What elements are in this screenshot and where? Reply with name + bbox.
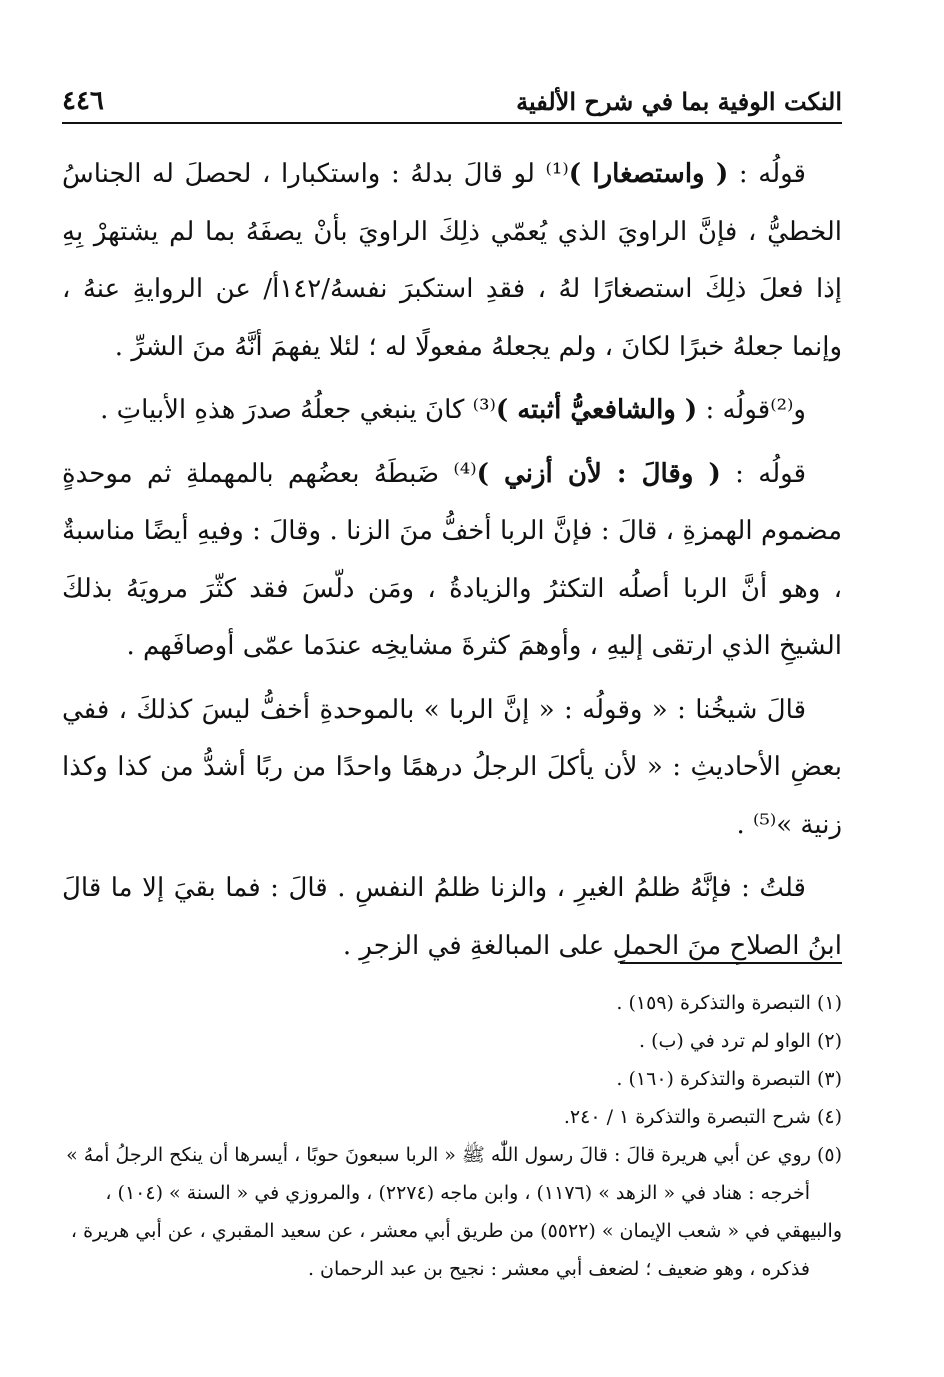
paragraph-5 bbox=[62, 860, 842, 975]
p4-footnote-ref[interactable]: ⁽⁵⁾ bbox=[753, 809, 777, 840]
footnote-5-line-3: والبيهقي في « شعب الإيمان » (٥٥٢٢) من طريق أبي معشر ، عن سعيد المقبري ، عن أبي هريرة ، bbox=[70, 1220, 842, 1242]
main-text bbox=[62, 146, 842, 981]
p1-lead: قولُه : bbox=[728, 159, 806, 189]
footnote-divider bbox=[620, 962, 842, 964]
p5-text: قلتُ : فإنَّهُ ظلمُ الغيرِ ، والزنا ظلمُ النفسِ . قالَ : فما بقيَ إلا ما قالَ ابنُ الصلاحِ منَ الحملِ على المبالغةِ في الزجرِ . bbox=[62, 873, 842, 961]
p2-footnote-ref[interactable]: ⁽³⁾ bbox=[472, 395, 496, 425]
p4-text: قالَ شيخُنا : « وقولُه : « إنَّ الربا » بالموحدةِ أخفُّ ليسَ كذلكَ ، ففي بعضِ الأحاديثِ : « لأن يأكلَ الرجلُ درهمًا واحدًا من ربًا أشدُّ من كذا وكذا زنية » bbox=[62, 694, 842, 840]
paragraph-4 bbox=[62, 682, 842, 855]
p3-text: ضَبطَهُ بعضُهم بالمهملةِ ثم موحدةٍ مضموم الهمزةِ ، قالَ : فإنَّ الربا أخفُّ منَ الزنا . وقالَ : وفيهِ أيضًا مناسبةٌ ، وهو أنَّ الربا أصلُه التكثرُ والزيادةُ ، ومَن دلّسَ فقد كثّرَ مرويَهُ بذلكَ الشيخِ الذي ارتقى إليهِ ، وأوهمَ كثرةَ مشايخِه عندَما عمّى أوصافَهم . bbox=[62, 458, 842, 661]
p2-text: كانَ ينبغي جعلُهُ صدرَ هذهِ الأبياتِ . bbox=[100, 395, 473, 425]
p3-footnote-ref[interactable]: ⁽⁴⁾ bbox=[453, 458, 477, 489]
p1-text: لو قالَ بدلهُ : واستكبارا ، لحصلَ له الجناسُ الخطيُّ ، فإنَّ الراويَ الذي يُعمّي ذلِكَ الراويَ بأنْ يصفَهُ بما لم يشتهرْ بِهِ إذا فعلَ ذلِكَ استصغارًا لهُ ، فقدِ استكبرَ نفسهُ/١٤٢أ/ عن الروايةِ عنهُ ، وإنما جعلهُ خبرًا لكانَ ، ولم يجعلهُ مفعولًا له ؛ لئلا يفهمَ أنَّهُ منَ الشرِّ . bbox=[62, 159, 842, 362]
p1-footnote-ref[interactable]: ⁽¹⁾ bbox=[545, 159, 569, 189]
footnotes bbox=[62, 984, 842, 1288]
p3-quote: ( وقالَ : لأن أزني ) bbox=[476, 458, 721, 489]
p1-quote: ( واستصغارا ) bbox=[568, 159, 729, 189]
p3-lead: قولُه : bbox=[720, 458, 806, 489]
paragraph-2 bbox=[62, 382, 842, 440]
running-title: النكت الوفية بما في شرح الألفية bbox=[516, 87, 842, 116]
p2-quote: ( والشافعيُّ أثبته ) bbox=[495, 395, 698, 425]
footnote-4: (٤) شرح التبصرة والتذكرة ١ / ٢٤٠. bbox=[563, 1106, 842, 1128]
footnote-2: (٢) الواو لم ترد في (ب) . bbox=[639, 1030, 842, 1052]
footnote-5-line-4: فذكره ، وهو ضعيف ؛ لضعف أبي معشر : نجيح بن عبد الرحمان . bbox=[307, 1258, 810, 1280]
page-number: ٤٤٦ bbox=[62, 86, 104, 116]
paragraph-1 bbox=[62, 146, 842, 376]
footnote-3: (٣) التبصرة والتذكرة (١٦٠) . bbox=[616, 1068, 842, 1090]
footnote-5-line-2: أخرجه : هناد في « الزهد » (١١٧٦) ، وابن ماجه (٢٢٧٤) ، والمروزي في « السنة » (١٠٤) ، bbox=[105, 1182, 810, 1204]
footnote-1: (١) التبصرة والتذكرة (١٥٩) . bbox=[616, 992, 842, 1014]
footnote-5-line-1: (٥) روي عن أبي هريرة قالَ : قالَ رسول اللّٰه ﷺ « الربا سبعونَ حوبًا ، أيسرها أن ينكح الرجلُ أمهُ » bbox=[66, 1144, 842, 1166]
p4-end: . bbox=[736, 809, 754, 840]
page-header bbox=[62, 72, 842, 124]
paragraph-3 bbox=[62, 446, 842, 676]
p2-lead: و⁽²⁾قولُه : bbox=[697, 395, 806, 425]
